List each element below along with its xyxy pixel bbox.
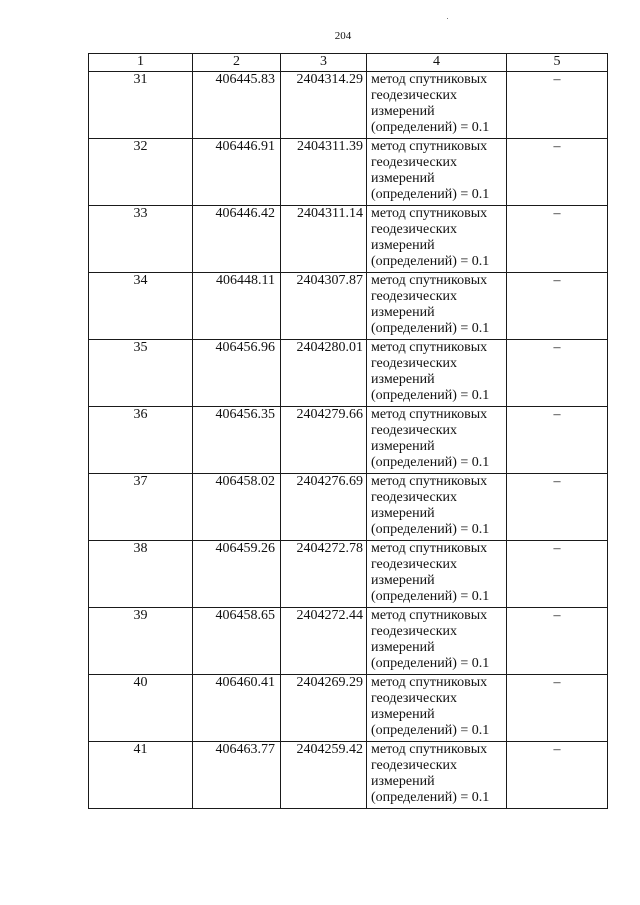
point-number: 39 (89, 608, 193, 675)
method-line: геодезических (371, 490, 458, 505)
column-5-value: – (507, 742, 608, 809)
x-coordinate: 406458.02 (193, 474, 281, 541)
method-line: измерений (371, 506, 435, 521)
x-coordinate: 406463.77 (193, 742, 281, 809)
column-5-value: – (507, 206, 608, 273)
x-coordinate: 406456.96 (193, 340, 281, 407)
method-line: (определений) = 0.1 (371, 388, 490, 403)
column-5-value: – (507, 675, 608, 742)
x-coordinate: 406446.42 (193, 206, 281, 273)
column-5-value: – (507, 541, 608, 608)
x-coordinate: 406448.11 (193, 273, 281, 340)
point-number: 38 (89, 541, 193, 608)
x-coordinate: 406456.35 (193, 407, 281, 474)
point-number: 31 (89, 72, 193, 139)
point-number: 36 (89, 407, 193, 474)
method-line: метод спутниковых (371, 407, 488, 422)
method-description (367, 139, 507, 206)
y-coordinate: 2404269.29 (281, 675, 367, 742)
method-line: измерений (371, 305, 435, 320)
method-line: метод спутниковых (371, 541, 488, 556)
scan-speck (447, 18, 448, 19)
method-line: (определений) = 0.1 (371, 321, 490, 336)
x-coordinate: 406459.26 (193, 541, 281, 608)
method-line: измерений (371, 707, 435, 722)
method-line: геодезических (371, 88, 458, 103)
y-coordinate: 2404259.42 (281, 742, 367, 809)
method-description (367, 206, 507, 273)
method-line: геодезических (371, 222, 458, 237)
method-description (367, 407, 507, 474)
y-coordinate: 2404276.69 (281, 474, 367, 541)
y-coordinate: 2404314.29 (281, 72, 367, 139)
method-line: измерений (371, 104, 435, 119)
coordinates-table (88, 53, 608, 809)
method-line: метод спутниковых (371, 675, 488, 690)
method-line: геодезических (371, 624, 458, 639)
method-line: метод спутниковых (371, 206, 488, 221)
method-line: (определений) = 0.1 (371, 790, 490, 805)
point-number: 33 (89, 206, 193, 273)
y-coordinate: 2404311.14 (281, 206, 367, 273)
point-number: 34 (89, 273, 193, 340)
column-header-3: 3 (281, 54, 367, 72)
method-line: метод спутниковых (371, 474, 488, 489)
method-line: метод спутниковых (371, 608, 488, 623)
method-line: измерений (371, 238, 435, 253)
method-line: метод спутниковых (371, 273, 488, 288)
method-line: (определений) = 0.1 (371, 723, 490, 738)
column-header-4: 4 (367, 54, 507, 72)
table-row (89, 474, 608, 541)
column-5-value: – (507, 474, 608, 541)
point-number: 37 (89, 474, 193, 541)
method-description (367, 742, 507, 809)
column-5-value: – (507, 407, 608, 474)
column-header-5: 5 (507, 54, 608, 72)
y-coordinate: 2404307.87 (281, 273, 367, 340)
method-description (367, 273, 507, 340)
table-header-row (89, 54, 608, 72)
y-coordinate: 2404272.44 (281, 608, 367, 675)
y-coordinate: 2404272.78 (281, 541, 367, 608)
method-line: (определений) = 0.1 (371, 455, 490, 470)
y-coordinate: 2404311.39 (281, 139, 367, 206)
method-description (367, 675, 507, 742)
table-row (89, 608, 608, 675)
x-coordinate: 406460.41 (193, 675, 281, 742)
point-number: 35 (89, 340, 193, 407)
point-number: 32 (89, 139, 193, 206)
column-5-value: – (507, 340, 608, 407)
method-line: (определений) = 0.1 (371, 656, 490, 671)
method-line: геодезических (371, 423, 458, 438)
method-description (367, 72, 507, 139)
method-line: геодезических (371, 356, 458, 371)
page-number: 204 (334, 30, 352, 42)
method-description (367, 474, 507, 541)
method-line: геодезических (371, 758, 458, 773)
y-coordinate: 2404280.01 (281, 340, 367, 407)
method-line: измерений (371, 573, 435, 588)
table-row (89, 72, 608, 139)
point-number: 40 (89, 675, 193, 742)
column-header-2: 2 (193, 54, 281, 72)
x-coordinate: 406445.83 (193, 72, 281, 139)
column-5-value: – (507, 608, 608, 675)
method-line: метод спутниковых (371, 72, 488, 87)
method-line: метод спутниковых (371, 139, 488, 154)
method-description (367, 541, 507, 608)
method-line: (определений) = 0.1 (371, 187, 490, 202)
method-line: метод спутниковых (371, 340, 488, 355)
method-line: измерений (371, 439, 435, 454)
method-line: геодезических (371, 289, 458, 304)
method-line: геодезических (371, 691, 458, 706)
table-row (89, 742, 608, 809)
table-row (89, 139, 608, 206)
column-5-value: – (507, 72, 608, 139)
method-line: (определений) = 0.1 (371, 589, 490, 604)
table-body (89, 72, 608, 809)
table-row (89, 273, 608, 340)
column-5-value: – (507, 273, 608, 340)
column-5-value: – (507, 139, 608, 206)
point-number: 41 (89, 742, 193, 809)
method-line: (определений) = 0.1 (371, 522, 490, 537)
table-row (89, 407, 608, 474)
method-line: измерений (371, 171, 435, 186)
table-row (89, 340, 608, 407)
method-line: геодезических (371, 155, 458, 170)
column-header-1: 1 (89, 54, 193, 72)
method-description (367, 608, 507, 675)
x-coordinate: 406446.91 (193, 139, 281, 206)
table-row (89, 206, 608, 273)
method-description (367, 340, 507, 407)
method-line: (определений) = 0.1 (371, 120, 490, 135)
table-row (89, 675, 608, 742)
method-line: измерений (371, 774, 435, 789)
table-row (89, 541, 608, 608)
method-line: метод спутниковых (371, 742, 488, 757)
method-line: геодезических (371, 557, 458, 572)
method-line: измерений (371, 640, 435, 655)
x-coordinate: 406458.65 (193, 608, 281, 675)
method-line: (определений) = 0.1 (371, 254, 490, 269)
method-line: измерений (371, 372, 435, 387)
y-coordinate: 2404279.66 (281, 407, 367, 474)
